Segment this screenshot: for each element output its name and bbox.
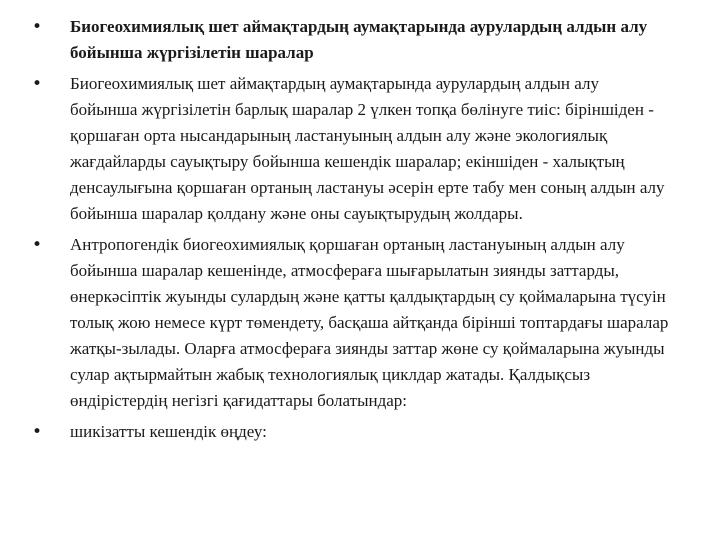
bullet-icon: • [32, 17, 43, 37]
bullet-item-measures-groups [32, 71, 670, 227]
bullet-icon: • [32, 422, 43, 442]
bullet-list [32, 14, 670, 445]
bullet-text: Биогеохимиялық шет аймақтардың аумақтарында аурулардың алдын алу бойынша жүргізілетін шаралар [70, 17, 648, 62]
bullet-icon: • [32, 235, 43, 255]
bullet-item-raw-material [32, 419, 670, 445]
bullet-text: Антропогендік биогеохимиялық қоршаған ортаның ластануының алдын алу бойынша шаралар кешенінде, атмосфераға шығарылатын зиянды заттарды, өнеркәсіптік жуынды сулардың және қатты қалдықтардың су қоймаларына түсуін толық жою немесе күрт төмендету, басқаша айтқанда бірінші топтардағы шаралар жатқы-зылады. Оларға атмосфераға зиянды заттар жөне су қоймаларына жуынды сулар ақтырмайтын жабық технологиялық циклдар жатады. Қалдықсыз өндірістердің негізгі қағидаттары болатындар: [70, 235, 669, 410]
bullet-text: шикізатты кешендік өңдеу: [70, 422, 267, 441]
bullet-item-heading [32, 14, 670, 66]
bullet-text: Биогеохимиялық шет аймақтардың аумақтарында аурулардың алдын алу бойынша жүргізілетін барлық шаралар 2 үлкен топқа бөлінуге тиіс: біріншіден - қоршаған орта нысандарының ластануының алдын алу және экологиялық жағдайларды сауықтыру бойынша кешендік шаралар; екіншіден - халықтың денсаулығына қоршаған ортаның ластануы әсерін ерте табу мен соның алдын алу бойынша шаралар қолдану және оны сауықтырудың жолдары. [70, 74, 665, 223]
bullet-item-anthropogenic [32, 232, 670, 414]
bullet-icon: • [32, 74, 43, 94]
